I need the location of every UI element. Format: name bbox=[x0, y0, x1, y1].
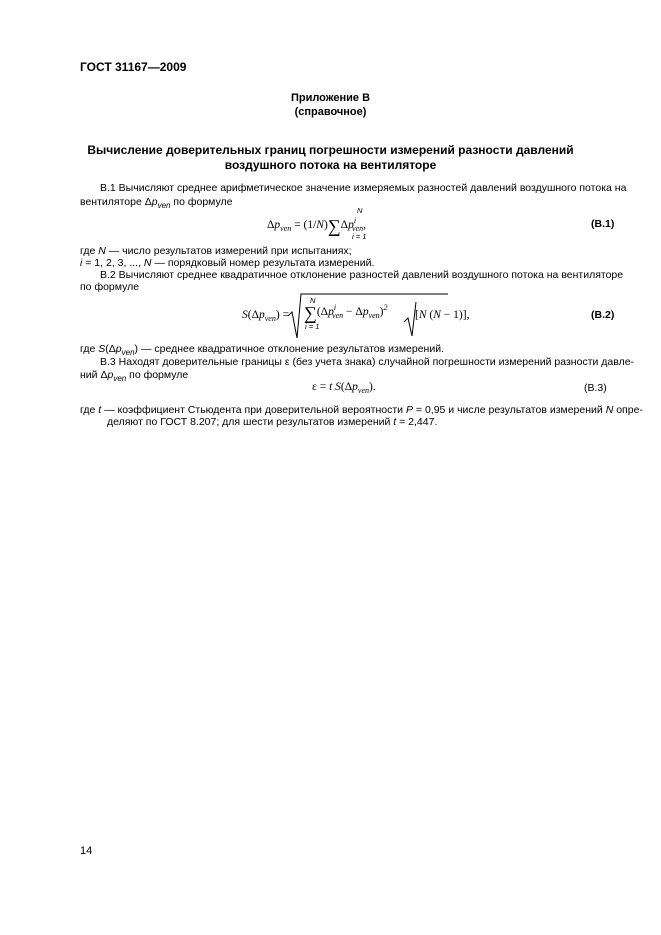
paragraph-b2-line-1: В.2 Вычисляют среднее квадратичное отклонение разностей давлений воздушного потока на вентиляторе bbox=[100, 269, 624, 281]
appendix-note: (справочное) bbox=[294, 106, 367, 118]
paragraph-b2-line-2: по формуле bbox=[80, 281, 140, 293]
document-code-header: ГОСТ 31167—2009 bbox=[80, 60, 187, 74]
section-heading-line-2: воздушного потока на вентиляторе bbox=[224, 158, 437, 172]
equation-number-b2: (В.2) bbox=[591, 309, 615, 321]
sum-symbol: ∑ bbox=[327, 216, 341, 236]
paragraph-b1-line-1: В.1 Вычисляют среднее арифметическое значение измеряемых разностей давлений воздушного потока на bbox=[100, 182, 627, 194]
formula-b1-lower-limit: i = 1 bbox=[352, 232, 367, 241]
definition-t-line-1: где t — коэффициент Стьюдента при доверительной вероятности P = 0,95 и числе результатов измерений N опре- bbox=[80, 404, 643, 416]
formula-b2-denominator: [N (N − 1)], bbox=[415, 309, 470, 321]
paragraph-b3-line-2: ний $\Delta p_{ven}$ по формуле bbox=[80, 369, 189, 383]
equation-number-b1: (В.1) bbox=[591, 218, 615, 230]
formula-b1-upper-limit: N bbox=[357, 206, 363, 215]
definition-N: где N — число результатов измерений при испытаниях; bbox=[80, 245, 352, 257]
section-heading-line-1: Вычисление доверительных границ погрешности измерений разности давлений bbox=[87, 143, 574, 157]
definition-t-line-2: деляют по ГОСТ 8.207; для шести результатов измерений t = 2,447. bbox=[107, 416, 438, 428]
formula-b2-lhs: $S(\Delta p_{ven})$ = bbox=[242, 309, 290, 323]
page-number: 14 bbox=[80, 845, 93, 857]
equation-number-b3: (В.3) bbox=[584, 382, 607, 394]
definition-S: где $S(\Delta p_{ven})$ — среднее квадратичное отклонение результатов измерений. bbox=[80, 343, 444, 357]
paragraph-b1-line-2: вентиляторе $\Delta p_{ven}$ по формуле bbox=[80, 196, 233, 210]
definition-i: i = 1, 2, 3, ..., N — порядковый номер результата измерений. bbox=[80, 257, 375, 269]
paragraph-b3-line-1: В.3 Находят доверительные границы ε (без учета знака) случайной погрешности измерений разности давле- bbox=[100, 356, 635, 368]
formula-b2-body: $\sum(\Delta p^i_{ven} - \Delta p_{ven})^2$ bbox=[304, 303, 388, 323]
formula-b1: $\Delta p_{ven} = (1/N)\sum\Delta p^i_{ven}$, bbox=[267, 216, 367, 236]
sum-symbol: ∑ bbox=[304, 303, 317, 323]
formula-b3: ε = t $S(\Delta p_{ven})$. bbox=[312, 381, 376, 395]
formula-b2-lower-limit: i = 1 bbox=[305, 322, 320, 331]
appendix-title: Приложение В bbox=[290, 92, 371, 104]
formula-b2-upper-limit: N bbox=[310, 296, 316, 305]
